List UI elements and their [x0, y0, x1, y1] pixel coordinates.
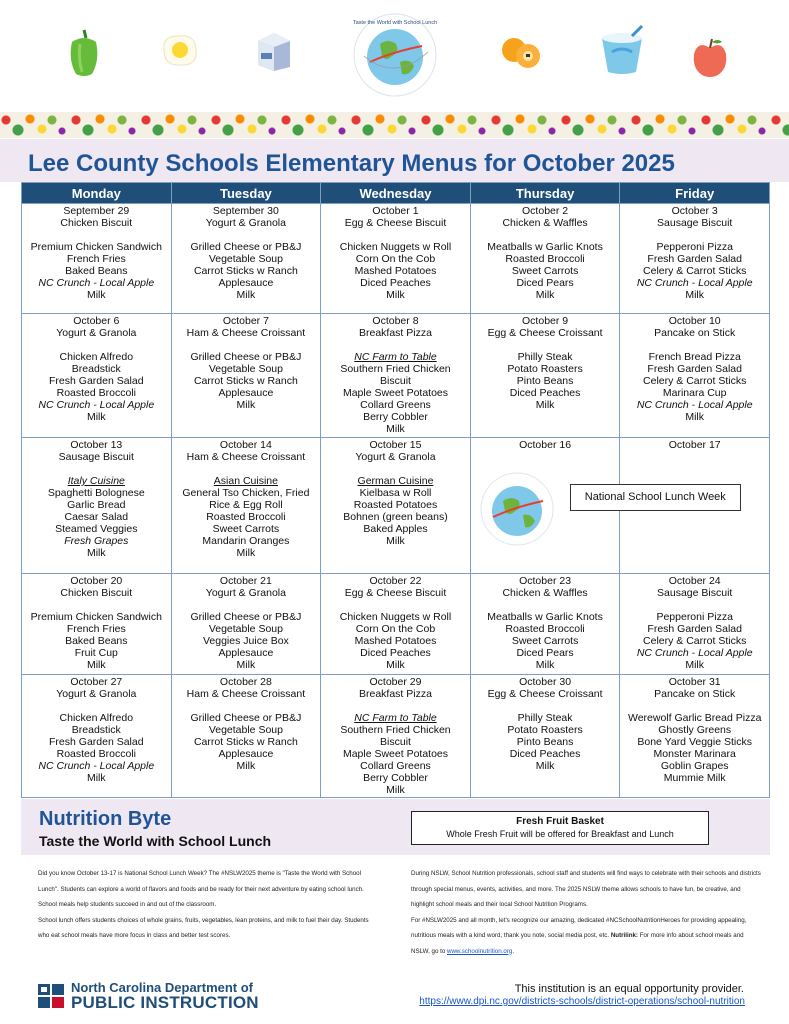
menu-item: Marinara Cup [662, 387, 727, 399]
menu-item: Breadstick [71, 363, 121, 375]
menu-item: Milk [236, 659, 256, 671]
menu-cell [22, 574, 172, 675]
day-header-friday: Friday [620, 183, 770, 204]
menu-item: Caesar Salad [64, 511, 129, 523]
menu-item: Milk [685, 411, 705, 423]
menu-cell [22, 675, 172, 798]
menu-item: Baked Beans [65, 265, 128, 277]
date-label: October 10 [668, 315, 721, 327]
menu-item: Baked Beans [65, 635, 128, 647]
week-row-3 [22, 438, 770, 574]
menu-item: NC Crunch - Local Apple [38, 760, 155, 772]
menu-item: Applesauce [218, 387, 274, 399]
menu-item: Philly Steak [517, 712, 573, 724]
date-label: October 15 [369, 439, 422, 451]
menu-item: Yogurt & Granola [355, 451, 436, 463]
menu-cell [470, 574, 620, 675]
menu-item: Roasted Potatoes [353, 499, 438, 511]
menu-item: NC Farm to Table [354, 351, 437, 363]
menu-item: Grilled Cheese or PB&J [190, 351, 302, 363]
date-label: October 16 [519, 439, 572, 451]
nutrition-byte-subtitle: Taste the World with School Lunch [39, 833, 272, 849]
menu-item: Premium Chicken Sandwich [30, 241, 162, 253]
menu-item: Diced Peaches [509, 387, 581, 399]
menu-item: Applesauce [218, 647, 274, 659]
menu-item: Sweet Carrots [212, 523, 280, 535]
spacer [620, 700, 769, 712]
spacer [471, 700, 620, 712]
day-header-monday: Monday [22, 183, 172, 204]
menu-item: Pancake on Stick [654, 688, 736, 700]
paragraph: School lunch offers students choices of whole grains, fruits, vegetables, lean proteins, and milk to fuel their day. Students who eat school meals have more focus in class and better test scores. [38, 916, 369, 939]
menu-item: Mandarin Oranges [202, 535, 290, 547]
date-label: October 3 [671, 205, 718, 217]
menu-item: Collard Greens [360, 399, 431, 411]
menu-item: German Cuisine [357, 475, 434, 487]
menu-item: Fresh Garden Salad [647, 623, 742, 635]
menu-cell [620, 204, 770, 314]
date-label: October 29 [369, 676, 422, 688]
menu-item: Milk [535, 399, 555, 411]
spacer [172, 599, 321, 611]
menu-item: Egg & Cheese Croissant [487, 327, 603, 339]
schoolnutrition-link[interactable]: www.schoolnutrition.org [447, 947, 513, 955]
date-label: October 6 [73, 315, 120, 327]
menu-item: Potato Roasters [507, 363, 583, 375]
paragraph-text: For #NSLW2025 and all month, let's recognize our amazing, dedicated #NCSchoolNutritionHeroes for providing appealing, nutritious meals with a kind word, thank you note, social media post, etc. [411, 916, 747, 939]
menu-item: Mashed Potatoes [354, 635, 437, 647]
menu-item: Celery & Carrot Sticks [643, 265, 747, 277]
spacer [620, 229, 769, 241]
menu-cell [171, 675, 321, 798]
menu-item: Carrot Sticks w Ranch [193, 736, 298, 748]
menu-item: Milk [86, 411, 106, 423]
menu-item: Diced Pears [516, 277, 574, 289]
menu-item: Milk [386, 659, 405, 671]
menu-item: Fruit Cup [74, 647, 118, 659]
menu-item: NC Crunch - Local Apple [636, 647, 753, 659]
menu-item: Monster Marinara [653, 748, 736, 760]
menu-item: Berry Cobbler [363, 772, 428, 784]
menu-cell [321, 438, 471, 574]
menu-item: Carrot Sticks w Ranch [193, 265, 298, 277]
date-label: October 24 [668, 575, 721, 587]
header-illustrations [0, 0, 789, 110]
spacer [471, 339, 620, 351]
menu-item: Sweet Carrots [511, 635, 579, 647]
menu-cell [171, 438, 321, 574]
menu-item: Fresh Garden Salad [49, 736, 144, 748]
spacer [620, 339, 769, 351]
menu-item: Ham & Cheese Croissant [186, 327, 306, 339]
menu-item: Diced Peaches [509, 748, 581, 760]
pepper-icon [66, 26, 102, 78]
egg-icon [160, 32, 200, 68]
menu-item: Sausage Biscuit [657, 587, 733, 599]
menu-cell [321, 204, 471, 314]
menu-item: Celery & Carrot Sticks [643, 635, 747, 647]
menu-item: French Fries [66, 623, 126, 635]
menu-item: Milk [685, 659, 705, 671]
menu-item: NC Crunch - Local Apple [38, 399, 155, 411]
paragraph: During NSLW, School Nutrition professionals, school staff and students will find ways to celebrate with their schools and districts through special menus, events, activities, and more. The 2025 NSLW theme allows schools to have fun, be creative, and highlight school meals and their local School Nutrition Programs. [411, 870, 761, 908]
menu-item: Pinto Beans [516, 736, 574, 748]
date-label: October 21 [219, 575, 272, 587]
menu-item: Ham & Cheese Croissant [186, 451, 306, 463]
menu-item: Vegetable Soup [208, 623, 283, 635]
menu-item: Biscuit [380, 375, 411, 387]
menu-item: Milk [386, 423, 405, 435]
menu-item: Milk [535, 289, 555, 301]
nslw-callout: National School Lunch Week [570, 484, 741, 511]
menu-item: Sausage Biscuit [657, 217, 733, 229]
menu-item: Mummie Milk [663, 772, 726, 784]
menu-item: Grilled Cheese or PB&J [190, 712, 302, 724]
apple-icon [690, 36, 730, 80]
vegetable-border [0, 112, 789, 138]
menu-item: Yogurt & Granola [56, 327, 137, 339]
menu-item: Maple Sweet Potatoes [342, 748, 449, 760]
menu-item: Yogurt & Granola [205, 587, 286, 599]
menu-item: Vegetable Soup [208, 363, 283, 375]
menu-item: Roasted Broccoli [505, 623, 585, 635]
spacer [172, 229, 321, 241]
menu-item: Applesauce [218, 748, 274, 760]
menu-cell [470, 314, 620, 438]
menu-item: Roasted Broccoli [206, 511, 286, 523]
date-label: October 2 [522, 205, 569, 217]
spacer [321, 599, 470, 611]
paragraph-text: For more info about school meals and NSLW, go to [411, 932, 744, 955]
menu-item: Diced Pears [516, 647, 574, 659]
menu-item: Egg & Cheese Biscuit [344, 587, 447, 599]
menu-item: Carrot Sticks w Ranch [193, 375, 298, 387]
menu-item: Chicken & Waffles [502, 587, 588, 599]
nslw-description-right [411, 866, 761, 959]
day-header-thursday: Thursday [470, 183, 620, 204]
spacer [22, 229, 171, 241]
menu-item: Philly Steak [517, 351, 573, 363]
day-header-tuesday: Tuesday [171, 183, 321, 204]
spacer [22, 599, 171, 611]
menu-item: General Tso Chicken, Fried [182, 487, 310, 499]
menu-item: Chicken Biscuit [60, 587, 133, 599]
menu-item: Maple Sweet Potatoes [342, 387, 449, 399]
spacer [321, 229, 470, 241]
date-label: October 23 [519, 575, 572, 587]
week-row-1 [22, 204, 770, 314]
nutrilink-label: Nutrilink: [610, 932, 638, 939]
menu-item: Mashed Potatoes [354, 265, 437, 277]
menu-item: Berry Cobbler [363, 411, 428, 423]
menu-item: Grilled Cheese or PB&J [190, 611, 302, 623]
menu-item: Applesauce [218, 277, 274, 289]
menu-cell [620, 314, 770, 438]
menu-item: Ham & Cheese Croissant [186, 688, 306, 700]
menu-item: Breakfast Pizza [359, 327, 432, 339]
nutrition-byte-title: Nutrition Byte [39, 808, 172, 830]
menu-item: Roasted Broccoli [505, 253, 585, 265]
spacer [471, 599, 620, 611]
menu-item: NC Crunch - Local Apple [38, 277, 155, 289]
menu-item: Pepperoni Pizza [656, 611, 733, 623]
menu-cell [470, 204, 620, 314]
menu-item: Garlic Bread [67, 499, 126, 511]
menu-cell [321, 314, 471, 438]
menu-item: Spaghetti Bolognese [47, 487, 145, 499]
milk-carton-icon [250, 27, 296, 73]
yogurt-icon [596, 24, 648, 78]
menu-cell [171, 314, 321, 438]
dpi-nutrition-link[interactable]: https://www.dpi.nc.gov/districts-schools/district-operations/school-nutrition [419, 996, 745, 1007]
day-header-wednesday: Wednesday [321, 183, 471, 204]
date-label: October 20 [70, 575, 123, 587]
menu-item: Breakfast Pizza [359, 688, 432, 700]
menu-item: Milk [535, 760, 555, 772]
date-label: October 28 [219, 676, 272, 688]
week-row-5 [22, 675, 770, 798]
menu-item: Milk [236, 547, 256, 559]
menu-item: Chicken & Waffles [502, 217, 588, 229]
menu-cell [321, 675, 471, 798]
menu-item: Celery & Carrot Sticks [643, 375, 747, 387]
menu-item: Italy Cuisine [67, 475, 125, 487]
menu-item: Milk [386, 289, 405, 301]
menu-item: French Bread Pizza [648, 351, 741, 363]
menu-item: Asian Cuisine [213, 475, 278, 487]
date-label: October 13 [70, 439, 123, 451]
globe-logo [352, 12, 438, 98]
menu-item: Pepperoni Pizza [656, 241, 733, 253]
menu-item: Premium Chicken Sandwich [30, 611, 162, 623]
menu-item: Fresh Garden Salad [49, 375, 144, 387]
spacer [321, 700, 470, 712]
dpi-name-line2: PUBLIC INSTRUCTION [71, 993, 259, 1012]
menu-calendar [21, 182, 770, 798]
spacer [172, 463, 321, 475]
menu-item: Milk [236, 289, 256, 301]
paragraph: Did you know October 13-17 is National School Lunch Week? The #NSLW2025 theme is "Taste the World with School Lunch". Students can explore a world of flavors and foods and be ready for their next adventure by eating school lunch. School meals help students succeed in and out of the classroom. [38, 870, 364, 908]
spacer [172, 339, 321, 351]
menu-cell [171, 574, 321, 675]
paragraph [411, 913, 761, 960]
day-header-row [22, 183, 770, 204]
menu-item: Roasted Broccoli [56, 387, 136, 399]
menu-item: Veggies Juice Box [202, 635, 289, 647]
menu-item: Egg & Cheese Biscuit [344, 217, 447, 229]
spacer [22, 463, 171, 475]
menu-item: Bone Yard Veggie Sticks [637, 736, 752, 748]
menu-item: Collard Greens [360, 760, 431, 772]
date-label: October 31 [668, 676, 721, 688]
menu-item: Pinto Beans [516, 375, 574, 387]
date-label: September 29 [63, 205, 130, 217]
menu-item: Kielbasa w Roll [359, 487, 432, 499]
date-label: October 30 [519, 676, 572, 688]
menu-item: Chicken Biscuit [60, 217, 133, 229]
date-label: October 7 [222, 315, 269, 327]
menu-item: Milk [685, 289, 705, 301]
menu-item: Yogurt & Granola [205, 217, 286, 229]
menu-item: Milk [86, 659, 106, 671]
spacer [321, 463, 470, 475]
menu-item: Sweet Carrots [511, 265, 579, 277]
date-label: October 27 [70, 676, 123, 688]
menu-item: Roasted Broccoli [56, 748, 136, 760]
menu-item: Meatballs w Garlic Knots [487, 611, 603, 623]
menu-cell [470, 675, 620, 798]
menu-item: Diced Peaches [360, 647, 431, 659]
paragraph-text: . [512, 947, 515, 955]
menu-cell [321, 574, 471, 675]
menu-item: Potato Roasters [507, 724, 583, 736]
menu-item: Werewolf Garlic Bread Pizza [627, 712, 762, 724]
menu-item: Grilled Cheese or PB&J [190, 241, 302, 253]
fresh-fruit-basket-box [411, 811, 709, 845]
menu-cell [22, 314, 172, 438]
menu-item: Goblin Grapes [660, 760, 729, 772]
page-title: Lee County Schools Elementary Menus for October 2025 [28, 150, 675, 177]
menu-item: NC Crunch - Local Apple [636, 277, 753, 289]
menu-cell [171, 204, 321, 314]
spacer [172, 700, 321, 712]
week-row-4 [22, 574, 770, 675]
menu-item: Chicken Alfredo [59, 351, 134, 363]
menu-item: Milk [386, 535, 405, 547]
menu-cell [22, 204, 172, 314]
spacer [22, 700, 171, 712]
date-label: September 30 [212, 205, 279, 217]
menu-cell [22, 438, 172, 574]
equal-opportunity-statement: This institution is an equal opportunity provider. [514, 983, 744, 995]
week-row-2 [22, 314, 770, 438]
orange-slices-icon [498, 32, 544, 72]
fruit-basket-text: Whole Fresh Fruit will be offered for Breakfast and Lunch [446, 829, 674, 839]
date-label: October 8 [372, 315, 419, 327]
menu-item: Biscuit [380, 736, 411, 748]
menu-item: Diced Peaches [360, 277, 431, 289]
menu-item: Rice & Egg Roll [209, 499, 283, 511]
date-label: October 1 [372, 205, 419, 217]
menu-cell [620, 675, 770, 798]
menu-item: Sausage Biscuit [58, 451, 134, 463]
date-label: October 9 [522, 315, 569, 327]
menu-item: Ghostly Greens [658, 724, 732, 736]
nslw-globe-logo [479, 471, 555, 547]
menu-item: Fresh Garden Salad [647, 363, 742, 375]
menu-item: NC Crunch - Local Apple [636, 399, 753, 411]
menu-item: Chicken Nuggets w Roll [339, 611, 452, 623]
menu-item: Southern Fried Chicken [340, 724, 451, 736]
menu-item: Milk [86, 289, 106, 301]
menu-item: Southern Fried Chicken [340, 363, 451, 375]
menu-item: Bohnen (green beans) [343, 511, 448, 523]
menu-item: Milk [86, 547, 106, 559]
nslw-description-left [38, 866, 378, 944]
menu-item: Pancake on Stick [654, 327, 736, 339]
menu-cell [620, 574, 770, 675]
menu-item: Milk [535, 659, 555, 671]
spacer [321, 339, 470, 351]
date-label: October 17 [668, 439, 721, 451]
menu-item: Chicken Nuggets w Roll [339, 241, 452, 253]
menu-item: Milk [236, 399, 256, 411]
menu-item: Meatballs w Garlic Knots [487, 241, 603, 253]
spacer [471, 229, 620, 241]
menu-item: Corn On the Cob [355, 253, 436, 265]
menu-item: Milk [386, 784, 405, 796]
menu-item: NC Farm to Table [354, 712, 437, 724]
menu-item: French Fries [66, 253, 126, 265]
menu-item: Baked Apples [363, 523, 428, 535]
menu-item: Milk [86, 772, 106, 784]
menu-item: Fresh Grapes [64, 535, 129, 547]
spacer [22, 339, 171, 351]
menu-item: Steamed Veggies [55, 523, 138, 535]
menu-item: Egg & Cheese Croissant [487, 688, 603, 700]
globe-logo-text: Taste the World with School Lunch [352, 20, 438, 26]
date-label: October 14 [219, 439, 272, 451]
date-label: October 22 [369, 575, 422, 587]
dpi-name-line1: North Carolina Department of [71, 980, 254, 995]
menu-item: Vegetable Soup [208, 253, 283, 265]
menu-item: Yogurt & Granola [56, 688, 137, 700]
menu-item: Vegetable Soup [208, 724, 283, 736]
dpi-logo-icon [36, 981, 66, 1011]
menu-item: Milk [236, 760, 256, 772]
menu-item: Corn On the Cob [355, 623, 436, 635]
spacer [620, 599, 769, 611]
fruit-basket-title: Fresh Fruit Basket [516, 816, 604, 827]
menu-item: Breadstick [71, 724, 121, 736]
menu-item: Chicken Alfredo [59, 712, 134, 724]
menu-item: Fresh Garden Salad [647, 253, 742, 265]
